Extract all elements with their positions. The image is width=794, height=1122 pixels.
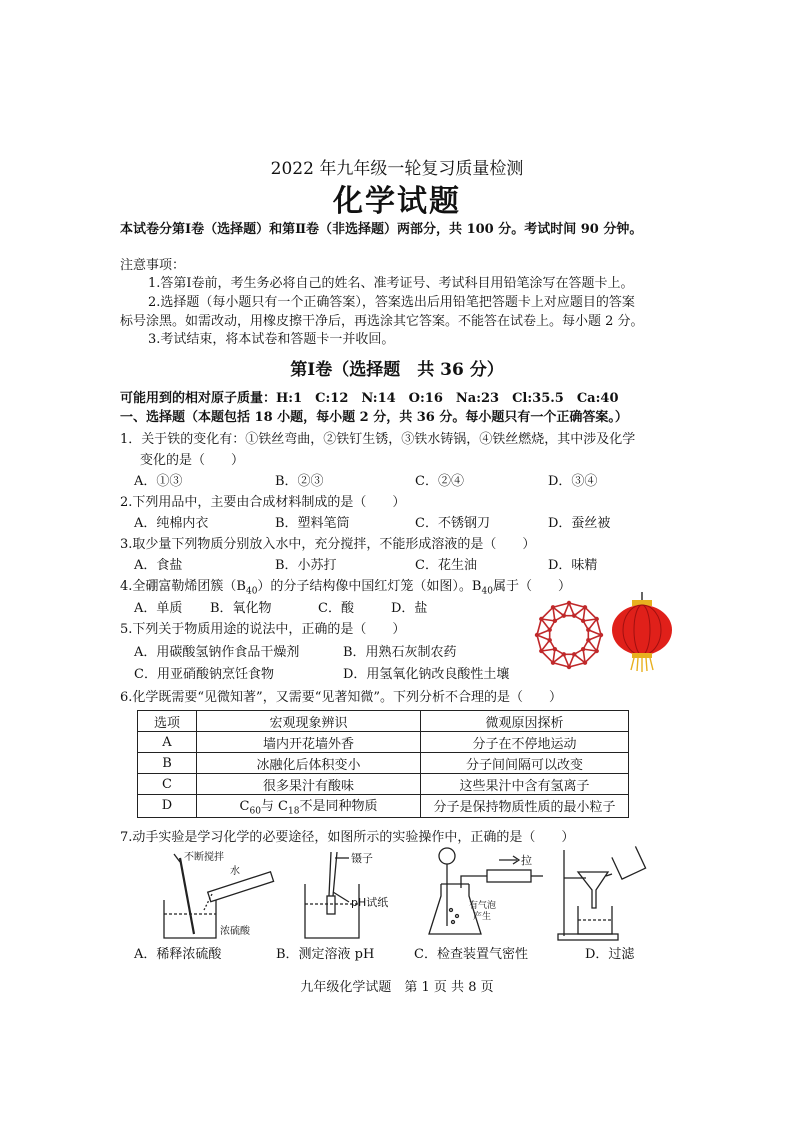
table-cell: 冰融化后体积变小 bbox=[197, 753, 421, 774]
q5-option-c: C．用亚硝酸钠烹饪食物 bbox=[134, 667, 274, 682]
table-cell: $C_{60}$与 $C_{18}$不是同种物质 bbox=[197, 795, 421, 818]
table-cell: 分子在不停地运动 bbox=[421, 732, 629, 753]
q7-figure-b bbox=[295, 850, 415, 942]
note-item-2-cont: 标号涂黑。如需改动，用橡皮擦干净后，再选涂其它答案。不能答在试卷上。每小题 2 分。 bbox=[120, 314, 644, 329]
table-header-cell: 宏观现象辨识 bbox=[197, 711, 421, 732]
q4-stem: 4.全硼富勒烯团簇$(B_{40})$的分子结构像中国红灯笼（如图）。$B_{40}$属于（ ） bbox=[120, 579, 571, 597]
q3-stem: 3.取少量下列物质分别放入水中，充分搅拌，不能形成溶液的是（ ） bbox=[120, 537, 536, 552]
q6-table bbox=[137, 710, 629, 818]
red-lantern-figure bbox=[606, 592, 678, 672]
q1-stem: 1．关于铁的变化有：①铁丝弯曲，②铁钉生锈，③铁水铸锅，④铁丝燃烧，其中涉及化学 bbox=[120, 432, 636, 447]
q1-option-a: A．①③ bbox=[134, 474, 183, 489]
page-footer: 九年级化学试题 第 1 页 共 8 页 bbox=[300, 980, 494, 995]
q1-option-b: B．②③ bbox=[275, 474, 324, 489]
note-item-3: 3.考试结束，将本试卷和答题卡一并收回。 bbox=[148, 332, 395, 347]
q7-figure-a bbox=[150, 848, 280, 942]
table-cell: A bbox=[138, 732, 197, 753]
molecule-icon bbox=[535, 601, 603, 669]
q2-option-a: A．纯棉内衣 bbox=[134, 516, 209, 531]
q4-option-d: D．盐 bbox=[391, 601, 428, 616]
dilution-icon bbox=[164, 854, 274, 938]
q4-option-a: A．单质 bbox=[134, 601, 183, 616]
q5-option-a: A．用碳酸氢钠作食品干燥剂 bbox=[134, 645, 300, 660]
q4-option-b: B．氧化物 bbox=[210, 601, 272, 616]
table-row bbox=[138, 795, 629, 818]
table-header-cell: 选项 bbox=[138, 711, 197, 732]
exam-subtitle: 2022 年九年级一轮复习质量检测 bbox=[270, 159, 524, 179]
table-cell: D bbox=[138, 795, 197, 818]
q5-option-d: D．用氢氧化钠改良酸性土壤 bbox=[343, 667, 510, 682]
lantern-icon bbox=[612, 592, 672, 672]
table-row bbox=[138, 774, 629, 795]
table-cell: 很多果汁有酸味 bbox=[197, 774, 421, 795]
q3-option-a: A．食盐 bbox=[134, 558, 183, 573]
exam-intro: 本试卷分第Ⅰ卷（选择题）和第Ⅱ卷（非选择题）两部分，共 100 分。考试时间 90 分钟。 bbox=[120, 222, 643, 237]
q7a-stir-label: 不断搅拌 bbox=[184, 852, 224, 863]
table-cell: B bbox=[138, 753, 197, 774]
notes-label: 注意事项： bbox=[120, 258, 186, 273]
table-cell: 这些果汁中含有氢离子 bbox=[421, 774, 629, 795]
q3-option-c: C．花生油 bbox=[415, 558, 477, 573]
q7c-bubbles-label-2: 产生 bbox=[473, 912, 492, 922]
q7-option-d: D．过滤 bbox=[585, 947, 635, 962]
section-instructions: 一、选择题（本题包括 18 小题，每小题 2 分，共 36 分。每小题只有一个正确答案。） bbox=[120, 410, 628, 425]
exam-title: 化学试题 bbox=[333, 184, 461, 219]
q7-option-c: C．检查装置气密性 bbox=[414, 947, 528, 962]
q7-option-b: B．测定溶液 pH bbox=[276, 947, 375, 962]
q7-option-a: A．稀释浓硫酸 bbox=[134, 947, 222, 962]
q5-option-b: B．用熟石灰制农药 bbox=[343, 645, 457, 660]
section-title: 第Ⅰ卷（选择题 共 36 分） bbox=[290, 360, 504, 380]
q3-option-d: D．味精 bbox=[548, 558, 598, 573]
table-cell: C bbox=[138, 774, 197, 795]
note-item-1: 1.答第Ⅰ卷前，考生务必将自己的姓名、准考证号、考试科目用铅笔涂写在答题卡上。 bbox=[148, 276, 634, 291]
q2-option-b: B．塑料笔筒 bbox=[275, 516, 350, 531]
table-cell: 分子是保持物质性质的最小粒子 bbox=[421, 795, 629, 818]
q7a-acid-label: 浓硫酸 bbox=[220, 926, 250, 937]
q7b-ph-paper-label: pH试纸 bbox=[351, 896, 389, 909]
q7c-pull-label: 拉 bbox=[521, 854, 532, 867]
q2-option-c: C．不锈钢刀 bbox=[415, 516, 490, 531]
table-cell: 墙内开花墙外香 bbox=[197, 732, 421, 753]
q3-option-b: B．小苏打 bbox=[275, 558, 337, 573]
q7c-bubbles-label-1: 有气泡 bbox=[469, 901, 497, 911]
note-item-2: 2.选择题（每小题只有一个正确答案），答案选出后用铅笔把答题卡上对应题目的答案 bbox=[148, 295, 635, 310]
table-row bbox=[138, 753, 629, 774]
q7-figure-c bbox=[425, 846, 555, 942]
q7b-tweezers-label: 镊子 bbox=[351, 852, 373, 865]
q1-stem-cont: 变化的是（ ） bbox=[140, 453, 245, 468]
filtration-icon bbox=[558, 846, 646, 940]
q7a-water-label: 水 bbox=[230, 866, 240, 877]
q7-stem: 7.动手实验是学习化学的必要途径，如图所示的实验操作中，正确的是（ ） bbox=[120, 830, 575, 845]
table-header-row bbox=[138, 711, 629, 732]
q6-stem: 6.化学既需要“见微知著”，又需要“见著知微”。下列分析不合理的是（ ） bbox=[120, 690, 562, 705]
b40-molecule-figure bbox=[532, 598, 606, 672]
table-header-cell: 微观原因探析 bbox=[421, 711, 629, 732]
atomic-masses: 可能用到的相对原子质量：H:1 C:12 N:14 O:16 Na:23 Cl:35.5 Ca:40 bbox=[120, 391, 619, 406]
q2-option-d: D．蚕丝被 bbox=[548, 516, 611, 531]
q1-option-d: D．③④ bbox=[548, 474, 598, 489]
q1-option-c: C．②④ bbox=[415, 474, 464, 489]
q4-option-c: C．酸 bbox=[318, 601, 354, 616]
q5-stem: 5.下列关于物质用途的说法中，正确的是（ ） bbox=[120, 622, 406, 637]
table-cell: 分子间间隔可以改变 bbox=[421, 753, 629, 774]
q2-stem: 2.下列用品中，主要由合成材料制成的是（ ） bbox=[120, 495, 406, 510]
table-row bbox=[138, 732, 629, 753]
q7-figure-d bbox=[556, 846, 656, 942]
